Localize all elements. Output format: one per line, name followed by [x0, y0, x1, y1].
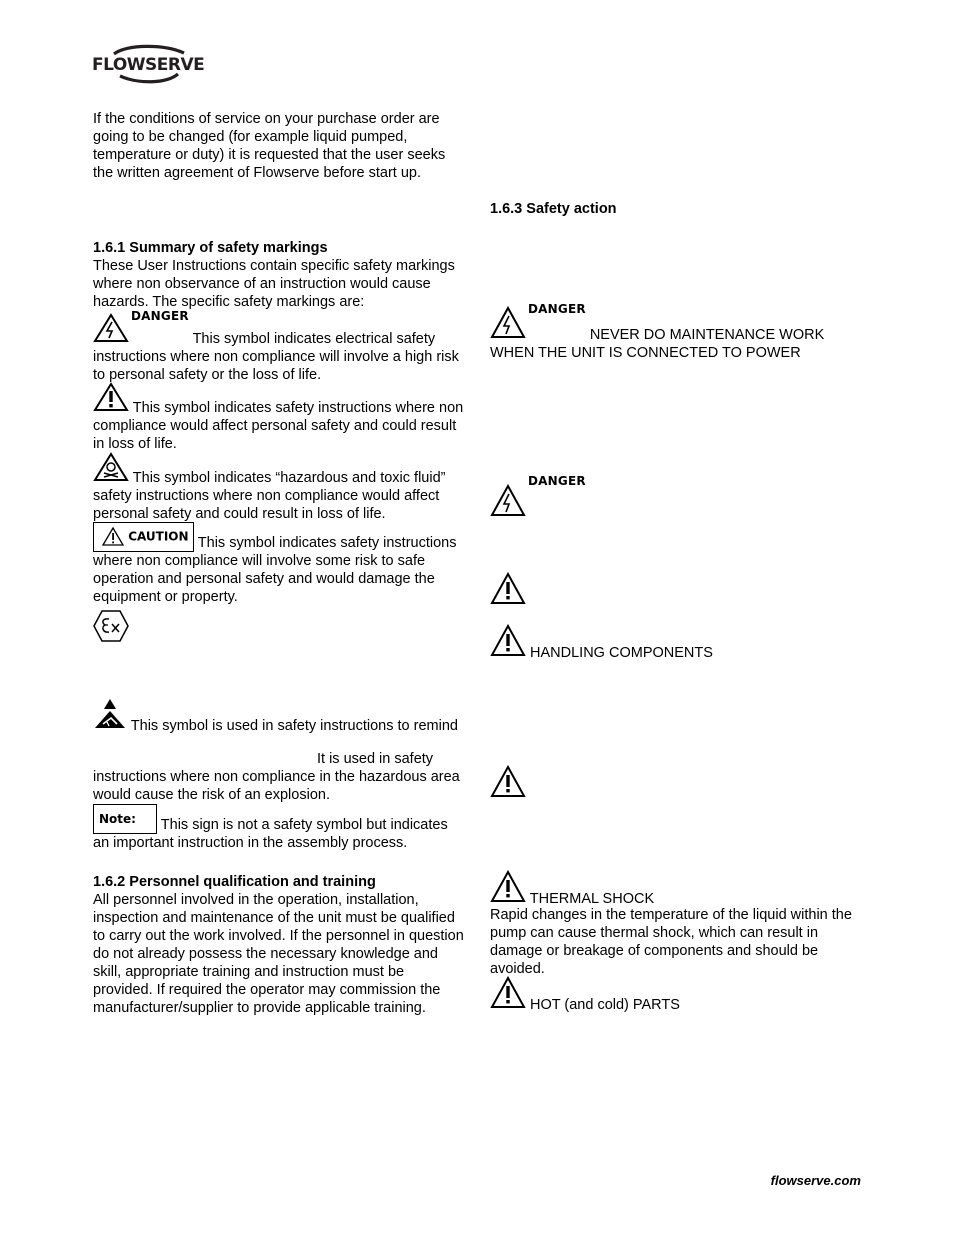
- thermal-warning: [490, 870, 862, 908]
- handling-text: HANDLING COMPONENTS: [530, 645, 713, 661]
- caution-box: [93, 522, 194, 552]
- note-label: Note:: [99, 812, 136, 826]
- exclamation-warning-icon: [490, 976, 526, 1014]
- thermal-body: Rapid changes in the temperature of the liquid within the pump can cause thermal shock, which can result in damage or breakage of components and should be avoided.: [490, 907, 852, 977]
- esd-description-a: This symbol is used in safety instructions to remind: [130, 718, 458, 734]
- logo-text: FLOWSERVE: [92, 55, 205, 75]
- maintenance-danger: [490, 302, 862, 362]
- section-1-6-1-heading: 1.6.1 Summary of safety markings: [93, 240, 328, 256]
- note-marking: [93, 804, 465, 852]
- intro-paragraph: If the conditions of service on your purchase order are going to be changed (for example liquid pumped, temperature or duty) it is requested that the user seeks the written agreement of Flowserve before start up.: [93, 111, 446, 181]
- explosion-marking: [92, 609, 130, 648]
- electrical-danger-icon: [490, 306, 526, 344]
- esd-marking: [93, 698, 465, 735]
- ex-hexagon-icon: [92, 609, 130, 643]
- exclamation-warning-icon: [490, 572, 526, 610]
- toxic-marking: [93, 452, 465, 523]
- danger-marking-2: [490, 474, 586, 522]
- flowserve-logo: [92, 42, 204, 86]
- exclamation-warning-icon: [490, 765, 526, 803]
- exclamation-warning-icon: [93, 382, 129, 417]
- exclamation-warning-icon: [490, 870, 526, 908]
- note-description: This sign is not a safety symbol but indicates an important instruction in the assembly process.: [93, 817, 448, 851]
- caution-marking: [93, 522, 465, 606]
- danger-label: DANGER: [528, 302, 586, 316]
- caution-triangle-icon: [102, 527, 124, 546]
- danger-description: This symbol indicates electrical safety instructions where non compliance will involve a high risk to personal safety or the loss of life.: [93, 331, 459, 383]
- danger-marking: [93, 309, 465, 384]
- exclamation-warning-icon: [490, 624, 526, 662]
- thermal-title: THERMAL SHOCK: [529, 891, 655, 907]
- caution-description: This symbol indicates safety instructions where non compliance will involve some risk to safe operation and personal safety and would damage the equipment or property.: [93, 535, 457, 605]
- danger-label: DANGER: [131, 309, 189, 323]
- electrical-danger-icon: [490, 484, 526, 522]
- maintenance-text: NEVER DO MAINTENANCE WORK WHEN THE UNIT IS CONNECTED TO POWER: [490, 327, 825, 361]
- note-box: [93, 804, 157, 834]
- toxic-fluid-icon: [93, 452, 129, 487]
- warning-description: This symbol indicates safety instructions where non compliance would affect personal safety and could result in loss of life.: [93, 400, 464, 452]
- section-1-6-3-heading: 1.6.3 Safety action: [490, 201, 617, 217]
- section-1-6-1-body: These User Instructions contain specific safety markings where non observance of an instruction would cause hazards. The specific safety markings are:: [93, 258, 455, 310]
- toxic-description: This symbol indicates “hazardous and toxic fluid” safety instructions where non compliance would affect personal safety and could result in loss of life.: [93, 470, 446, 522]
- warning-marking: [93, 382, 465, 453]
- section-1-6-2-body: All personnel involved in the operation, installation, inspection and maintenance of the unit must be qualified to carry out the work involved. If the personnel in question do not already possess the necessary knowledge and skill, appropriate training and instruction must be provided. If required the operator may commission the manufacturer/supplier to provide applicable training.: [93, 892, 464, 1016]
- hot-parts-warning: [490, 976, 862, 1014]
- danger-label: DANGER: [528, 474, 586, 488]
- hot-parts-text: HOT (and cold) PARTS: [530, 997, 680, 1013]
- handling-warning: [490, 624, 862, 662]
- electrical-danger-icon: [93, 313, 129, 348]
- esd-hand-icon: [93, 698, 127, 735]
- section-1-6-2-heading: 1.6.2 Personnel qualification and training: [93, 874, 376, 890]
- footer-site-link[interactable]: flowserve.com: [770, 1173, 861, 1188]
- caution-label: CAUTION: [128, 529, 189, 544]
- esd-description-b: It is used in safety instructions where non compliance in the hazardous area would cause the risk of an explosion.: [93, 751, 460, 803]
